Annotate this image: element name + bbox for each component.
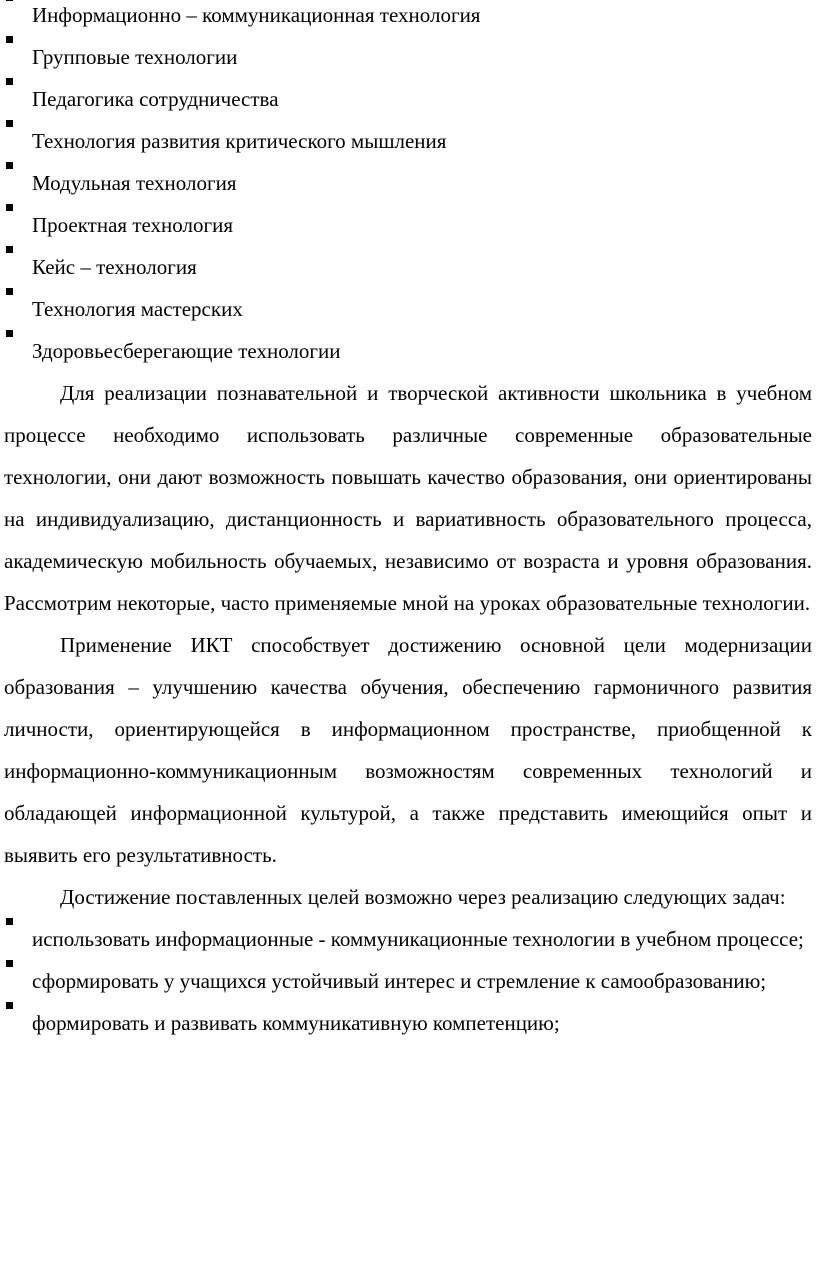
- list-item-text: Информационно – коммуникационная технология: [32, 3, 481, 27]
- list-item: [4, 330, 812, 372]
- list-item-text: Педагогика сотрудничества: [32, 87, 279, 111]
- square-bullet-icon: [6, 78, 16, 85]
- list-item: [4, 246, 812, 288]
- list-item: [4, 960, 812, 1002]
- list-item-text: Кейс – технология: [32, 255, 197, 279]
- square-bullet-icon: [6, 204, 16, 211]
- list-item-text: формировать и развивать коммуникативную компетенцию;: [32, 1011, 560, 1035]
- technology-list: [4, 0, 812, 372]
- tasks-list: [4, 918, 812, 1044]
- paragraph-goals: Достижение поставленных целей возможно через реализацию следующих задач:: [60, 885, 786, 909]
- list-item: [4, 78, 812, 120]
- list-item: [4, 120, 812, 162]
- square-bullet-icon: [6, 0, 16, 1]
- list-item-text: Групповые технологии: [32, 45, 238, 69]
- square-bullet-icon: [6, 120, 16, 127]
- list-item: [4, 36, 812, 78]
- square-bullet-icon: [6, 288, 16, 295]
- paragraph-ict: Применение ИКТ способствует достижению основной цели модернизации образования – улучшению качества обучения, обеспечению гармоничного развития личности, ориентирующейся в информационном пространстве, приобщенной к информационно-коммуникационным возможностям современных технологий и обладающей информационной культурой, а также представить имеющийся опыт и выявить его результативность.: [4, 633, 812, 867]
- square-bullet-icon: [6, 918, 16, 925]
- square-bullet-icon: [6, 960, 16, 967]
- square-bullet-icon: [6, 330, 16, 337]
- list-item: [4, 288, 812, 330]
- list-item: [4, 204, 812, 246]
- list-item-text: Технология развития критического мышления: [32, 129, 447, 153]
- square-bullet-icon: [6, 1002, 16, 1009]
- list-item-text: Модульная технология: [32, 171, 237, 195]
- list-item: [4, 162, 812, 204]
- list-item: [4, 918, 812, 960]
- list-item-text: сформировать у учащихся устойчивый интерес и стремление к самообразованию;: [32, 969, 767, 993]
- square-bullet-icon: [6, 246, 16, 253]
- list-item-text: Здоровьесберегающие технологии: [32, 339, 341, 363]
- square-bullet-icon: [6, 36, 16, 43]
- paragraph-activity: Для реализации познавательной и творческой активности школьника в учебном процессе необходимо использовать различные современные образовательные технологии, они дают возможность повышать качество образования, они ориентированы на индивидуализацию, дистанционность и вариативность образовательного процесса, академическую мобильность обучаемых, независимо от возраста и уровня образования. Рассмотрим некоторые, часто применяемые мной на уроках образовательные технологии.: [4, 381, 812, 615]
- list-item-text: Технология мастерских: [32, 297, 243, 321]
- list-item: [4, 0, 812, 36]
- list-item-text: Проектная технология: [32, 213, 233, 237]
- list-item: [4, 1002, 812, 1044]
- list-item-text: использовать информационные - коммуникационные технологии в учебном процессе;: [32, 927, 804, 951]
- square-bullet-icon: [6, 162, 16, 169]
